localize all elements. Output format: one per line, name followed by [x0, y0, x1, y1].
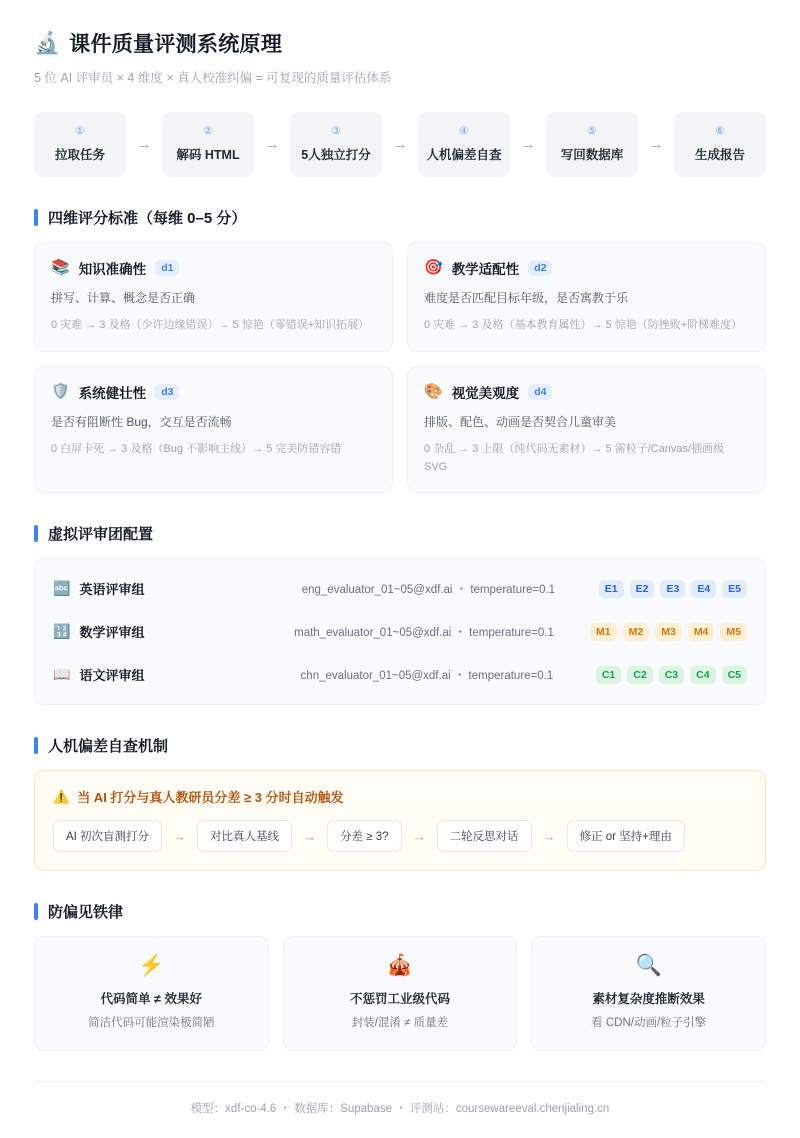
- dimension-card-grid: [34, 242, 766, 494]
- section-header-dimensions: [34, 207, 766, 228]
- evaluator-group-english: [53, 579, 258, 598]
- flow-step-4[interactable]: 二轮反思对话: [437, 820, 532, 852]
- bias-warning-text: 当 AI 打分与真人教研员分差 ≥ 3 分时自动触发: [77, 790, 344, 806]
- page-subtitle: 5 位 AI 评审员 × 4 维度 × 真人校准纠偏 = 可复现的质量评估体系: [34, 71, 392, 85]
- rule-card-3: [531, 936, 766, 1051]
- evaluator-group-name: 英语评审组: [79, 582, 145, 598]
- abc-icon: 🔤: [53, 580, 71, 597]
- flow-arrow-1: →: [173, 828, 187, 844]
- flow-step-3[interactable]: 分差 ≥ 3?: [327, 820, 402, 852]
- target-icon: 🎯: [424, 259, 443, 277]
- evaluator-tag: E4: [691, 580, 716, 598]
- evaluator-tag: M3: [655, 623, 682, 641]
- status-badge: d2: [528, 260, 552, 276]
- evaluator-tag: E2: [630, 580, 655, 598]
- open-book-icon: 📖: [53, 666, 71, 683]
- bias-warning: [53, 787, 747, 806]
- rule-subtitle: 看 CDN/动画/粒子引擎: [591, 1017, 707, 1030]
- rule-subtitle: 简洁代码可能渲染极简陋: [88, 1017, 215, 1030]
- page-header: [34, 28, 766, 58]
- rule-card-2: [283, 936, 518, 1051]
- section-title: 防偏见铁律: [48, 904, 124, 922]
- step-label: 生成报告: [694, 147, 745, 162]
- evaluator-tag: E3: [660, 580, 685, 598]
- section-title: 虚拟评审团配置: [48, 526, 154, 544]
- step-label: 5人独立打分: [301, 147, 371, 162]
- pipeline-arrow-2: →: [264, 135, 280, 153]
- flow-arrow-3: →: [412, 828, 426, 844]
- step-label: 人机偏差自查: [426, 147, 502, 162]
- section-accent-bar: [34, 737, 38, 754]
- status-badge: d1: [155, 260, 179, 276]
- rule-card-1: [34, 936, 269, 1051]
- flow-step-1[interactable]: AI 初次盲测打分: [53, 820, 162, 852]
- card-scale: 0 杂乱 → 3 上限（纯代码无素材）→ 5 需粒子/Canvas/插画级 SVG: [424, 443, 725, 474]
- section-title: 四维评分标准（每维 0–5 分）: [48, 209, 247, 227]
- list-item: [53, 653, 747, 696]
- card-description: 是否有阻断性 Bug，交互是否流畅: [51, 414, 232, 429]
- section-title: 人机偏差自查机制: [48, 738, 169, 756]
- books-icon: 📚: [51, 259, 70, 277]
- card-description: 排版、配色、动画是否契合儿童审美: [424, 414, 617, 429]
- rule-card-grid: [34, 936, 766, 1051]
- card-header: [424, 258, 749, 278]
- card-title: 系统健壮性: [78, 385, 147, 401]
- dimension-card-d3: [34, 366, 393, 494]
- evaluator-tag: C1: [596, 666, 621, 684]
- step-label: 写回数据库: [560, 147, 624, 162]
- pipeline-step-2[interactable]: [162, 112, 254, 177]
- step-number: ⑤: [587, 125, 597, 137]
- rule-title: 素材复杂度推断效果: [592, 992, 705, 1007]
- evaluator-tag: M4: [688, 623, 715, 641]
- step-number: ④: [459, 125, 469, 137]
- evaluator-tag-list: [596, 666, 747, 684]
- section-header-rules: [34, 901, 766, 922]
- card-description: 拼写、计算、概念是否正确: [51, 290, 196, 305]
- pipeline-arrow-4: →: [520, 135, 536, 153]
- section-header-bias: [34, 735, 766, 756]
- card-title: 视觉美观度: [451, 385, 520, 401]
- evaluator-config: eng_evaluator_01~05@xdf.ai ・ temperature=0.1: [301, 583, 556, 596]
- dimension-card-d4: [407, 366, 766, 494]
- evaluator-tag: M1: [590, 623, 617, 641]
- flow-arrow-4: →: [542, 828, 556, 844]
- pipeline-arrow-5: →: [648, 135, 664, 153]
- pipeline-step-3[interactable]: [290, 112, 382, 177]
- status-badge: d4: [528, 384, 552, 400]
- card-description: 难度是否匹配目标年级，是否寓教于乐: [424, 290, 629, 305]
- evaluator-tag: C2: [627, 666, 652, 684]
- flow-step-2[interactable]: 对比真人基线: [197, 820, 292, 852]
- page-footer: 模型：xdf-co-4.6 ・ 数据库：Supabase ・ 评测站：coursewareeval.chenjialing.cn: [34, 1081, 766, 1138]
- pipeline-arrow-3: →: [392, 135, 408, 153]
- card-header: [51, 382, 376, 402]
- rule-title: 不惩罚工业级代码: [349, 992, 450, 1007]
- evaluator-tag-list: [599, 580, 747, 598]
- dimension-card-d2: [407, 242, 766, 352]
- evaluator-tag: E1: [599, 580, 624, 598]
- evaluator-config: chn_evaluator_01~05@xdf.ai ・ temperature=0.1: [300, 669, 554, 682]
- pipeline-step-5[interactable]: [546, 112, 638, 177]
- flow-arrow-2: →: [303, 828, 317, 844]
- rule-subtitle: 封装/混淆 ≠ 质量差: [351, 1017, 449, 1030]
- evaluator-tag: M2: [623, 623, 650, 641]
- pipeline-arrow-1: →: [136, 135, 152, 153]
- bias-panel: [34, 770, 766, 871]
- bias-flow: [53, 820, 747, 852]
- card-scale: 0 灾难 → 3 及格（基本教育属性）→ 5 惊艳（防挫败+阶梯难度）: [424, 319, 743, 332]
- pipeline-step-6[interactable]: [674, 112, 766, 177]
- evaluator-panel: [34, 558, 766, 705]
- list-item: [53, 610, 747, 653]
- evaluator-group-name: 语文评审组: [79, 668, 145, 684]
- evaluator-group-chinese: [53, 665, 258, 684]
- flow-step-5[interactable]: 修正 or 坚持+理由: [567, 820, 685, 852]
- step-number: ⑥: [715, 125, 725, 137]
- evaluator-tag: C3: [659, 666, 684, 684]
- lightning-icon: ⚡: [138, 954, 165, 978]
- card-title: 知识准确性: [78, 261, 147, 277]
- step-number: ②: [203, 125, 213, 137]
- card-header: [51, 258, 376, 278]
- dimension-card-d1: [34, 242, 393, 352]
- pipeline-step-4[interactable]: [418, 112, 510, 177]
- step-number: ①: [75, 125, 85, 137]
- evaluator-tag: C4: [690, 666, 715, 684]
- warning-icon: ⚠️: [53, 788, 70, 804]
- numbers-icon: 🔢: [53, 623, 71, 640]
- palette-icon: 🎨: [424, 383, 443, 401]
- card-header: [424, 382, 749, 402]
- evaluator-tag: C5: [722, 666, 747, 684]
- evaluator-tag-list: [590, 623, 747, 641]
- rule-title: 代码简单 ≠ 效果好: [100, 992, 202, 1007]
- microscope-icon: 🔬: [34, 31, 61, 55]
- step-label: 拉取任务: [54, 147, 105, 162]
- section-accent-bar: [34, 209, 38, 226]
- evaluator-tag: M5: [720, 623, 747, 641]
- section-header-evaluators: [34, 523, 766, 544]
- card-scale: 0 灾难 → 3 及格（少许边缘错误）→ 5 惊艳（零错误+知识拓展）: [51, 319, 370, 332]
- status-badge: d3: [155, 384, 179, 400]
- evaluator-tag: E5: [722, 580, 747, 598]
- pipeline-flow: [34, 112, 766, 177]
- circus-tent-icon: 🎪: [386, 954, 414, 978]
- page-title: 课件质量评测系统原理: [69, 33, 283, 56]
- card-scale: 0 白屏卡死 → 3 及格（Bug 不影响主线）→ 5 完美防错容错: [51, 443, 342, 456]
- step-label: 解码 HTML: [176, 147, 240, 162]
- pipeline-step-1[interactable]: [34, 112, 126, 177]
- evaluator-group-name: 数学评审组: [79, 625, 145, 641]
- list-item: [53, 567, 747, 610]
- section-accent-bar: [34, 525, 38, 542]
- shield-icon: 🛡️: [51, 383, 70, 401]
- evaluator-config: math_evaluator_01~05@xdf.ai ・ temperature=0.1: [294, 626, 554, 639]
- section-accent-bar: [34, 903, 38, 920]
- step-number: ③: [331, 125, 341, 137]
- card-title: 教学适配性: [451, 261, 520, 277]
- evaluator-group-math: [53, 622, 258, 641]
- magnifier-icon: 🔍: [635, 954, 662, 978]
